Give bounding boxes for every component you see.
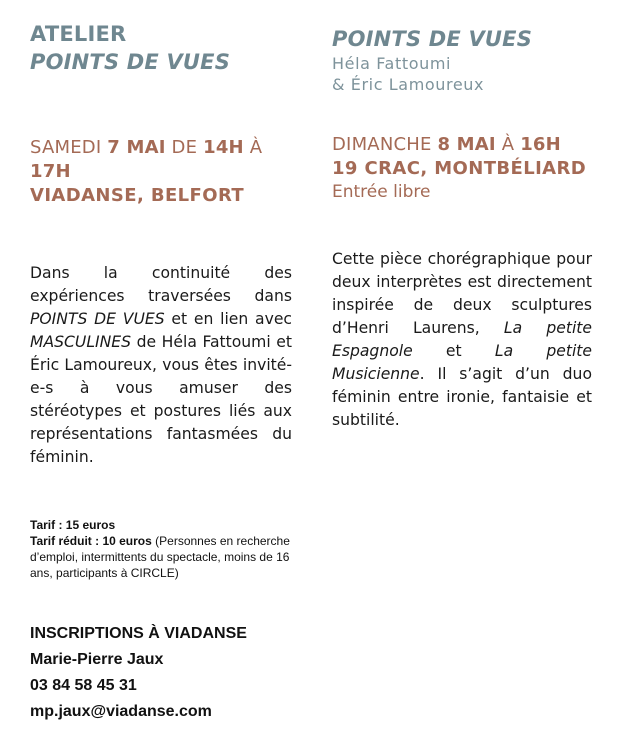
show-schedule [332,133,592,204]
date-day: DIMANCHE [332,134,432,155]
registration-contact [30,621,292,725]
desc-part: et en lien avec [164,310,292,328]
show-date [332,133,592,157]
desc-part: . Il s’agit d’un duo féminin entre ironie, fantaisie et subtilité. [332,365,592,429]
show-entry: Entrée libre [332,182,431,202]
contact-phone: 03 84 58 45 31 [30,677,137,694]
workshop-date [30,136,292,184]
price-reduced: Tarif réduit : 10 euros (Personnes en recherche d’emploi, intermittents du spectacle, moins de 16 ans, participants à CIRCLE) [30,534,290,580]
pricing [30,517,292,581]
price-full: Tarif : 15 euros [30,518,116,532]
workshop-venue: VIADANSE, BELFORT [30,185,245,206]
date-start: 14H [203,137,244,158]
desc-title-ref: POINTS DE VUES [30,310,165,328]
show-description [332,248,592,432]
show-title: POINTS DE VUES [332,27,533,51]
show-author-1: Héla Fattoumi [332,54,452,73]
date-time: 16H [520,134,561,155]
workshop-description [30,262,292,469]
desc-work-ref: La petite Espagnole [332,319,592,360]
date-from: DE [171,137,198,158]
desc-part: et [412,342,495,360]
date-to: À [249,137,263,158]
workshop-show-title: POINTS DE VUES [30,50,231,74]
right-column [332,25,592,432]
date-value: 8 MAI [437,134,496,155]
desc-title-ref: MASCULINES [30,333,132,351]
desc-part: Cette pièce chorégraphique pour deux interprètes est directement inspirée de deux sculptures d’Henri Laurens, [332,250,592,337]
desc-part: Dans la continuité des expériences traversées dans [30,264,292,305]
show-venue: 19 CRAC, MONTBÉLIARD [332,158,587,179]
left-column [30,20,292,725]
workshop-schedule [30,136,292,208]
desc-work-ref: La petite Musicienne [332,342,592,383]
contact-heading: INSCRIPTIONS À VIADANSE [30,625,247,642]
date-at: À [501,134,515,155]
workshop-label: ATELIER [30,22,127,46]
desc-part: de Héla Fattoumi et Éric Lamoureux, vous êtes invité-e-s à vous amuser des stéréotypes et postures liés aux représentations fantasmées du féminin. [30,333,292,466]
date-value: 7 MAI [107,137,166,158]
date-day: SAMEDI [30,137,102,158]
contact-name: Marie-Pierre Jaux [30,651,164,668]
contact-email: mp.jaux@viadanse.com [30,703,212,720]
show-author-2: & Éric Lamoureux [332,75,485,94]
workshop-title [30,20,292,76]
date-end: 17H [30,161,71,182]
